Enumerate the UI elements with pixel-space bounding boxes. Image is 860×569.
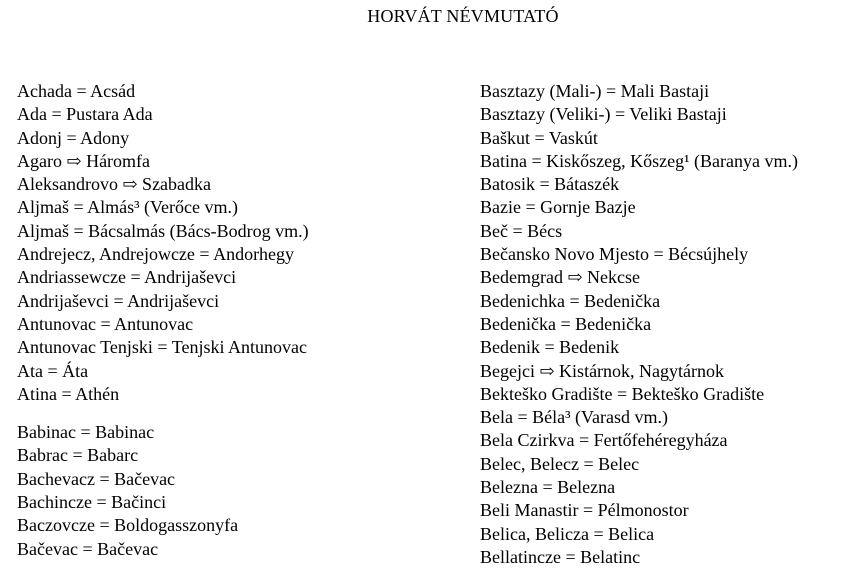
index-entry: Babinac = Babinac (17, 422, 155, 443)
index-entry: Ada = Pustara Ada (17, 104, 153, 125)
index-entry: Andrejecz, Andrejowcze = Andorhegy (17, 244, 295, 265)
index-entry: Baškut = Vaskút (480, 127, 598, 148)
index-entry: Bečansko Novo Mjesto = Bécsújhely (480, 244, 749, 265)
index-entry: Belica, Belicza = Belica (480, 523, 655, 544)
index-entry: Bachevacz = Bačevac (17, 468, 176, 489)
left-column (17, 80, 309, 561)
index-entry: Agaro ⇨ Háromfa (17, 150, 151, 171)
index-entry: Bellatincze = Belatinc (480, 546, 641, 567)
index-entry: Basztazy (Veliki-) = Veliki Bastaji (480, 104, 727, 125)
index-entry: Achada = Acsád (17, 81, 136, 101)
index-entry: Bedenik = Bedenik (480, 337, 620, 358)
index-entry: Aleksandrovo ⇨ Szabadka (17, 174, 212, 195)
index-entry: Bela = Béla³ (Varasd vm.) (480, 407, 668, 428)
right-column (480, 80, 798, 569)
index-entry: Aljmaš = Almás³ (Verőce vm.) (17, 197, 239, 218)
index-entry: Andrijaševci = Andrijaševci (17, 290, 220, 311)
index-entry: Antunovac Tenjski = Tenjski Antunovac (17, 337, 307, 358)
index-entry: Beli Manastir = Pélmonostor (480, 500, 689, 521)
index-entry: Belezna = Belezna (480, 477, 616, 498)
index-entry: Basztazy (Mali-) = Mali Bastaji (480, 81, 710, 101)
index-entry: Bedemgrad ⇨ Nekcse (480, 267, 641, 288)
index-entry: Baczovcze = Boldogasszonyfa (17, 515, 239, 536)
index-entry: Andriassewcze = Andrijaševci (17, 267, 237, 288)
index-entry: Belec, Belecz = Belec (480, 453, 640, 474)
index-entry: Bedenička = Bedenička (480, 313, 652, 334)
index-entry: Babrac = Babarc (17, 445, 139, 466)
index-entry: Batina = Kiskőszeg, Kőszeg¹ (Baranya vm.) (480, 150, 798, 171)
index-entry: Adonj = Adony (17, 127, 130, 148)
group-separator (17, 406, 309, 421)
index-entry: Bela Czirkva = Fertőfehéregyháza (480, 430, 728, 451)
index-entry: Bekteško Gradište = Bekteško Gradište (480, 383, 765, 404)
index-entry: Aljmaš = Bácsalmás (Bács-Bodrog vm.) (17, 220, 309, 241)
index-entry: Ata = Áta (17, 360, 89, 381)
index-entry: Atina = Athén (17, 383, 120, 404)
index-entry: Bačevac = Bačevac (17, 538, 159, 559)
index-entry: Antunovac = Antunovac (17, 313, 194, 334)
index-entry: Beč = Bécs (480, 220, 563, 241)
index-entry: Bachincze = Bačinci (17, 492, 167, 513)
index-entry: Bazie = Gornje Bazje (480, 197, 636, 218)
index-entry: Batosik = Bátaszék (480, 174, 620, 195)
index-entry: Bedenichka = Bedenička (480, 290, 661, 311)
index-entry: Begejci ⇨ Kistárnok, Nagytárnok (480, 360, 725, 381)
page-title: HORVÁT NÉVMUTATÓ (367, 6, 559, 26)
